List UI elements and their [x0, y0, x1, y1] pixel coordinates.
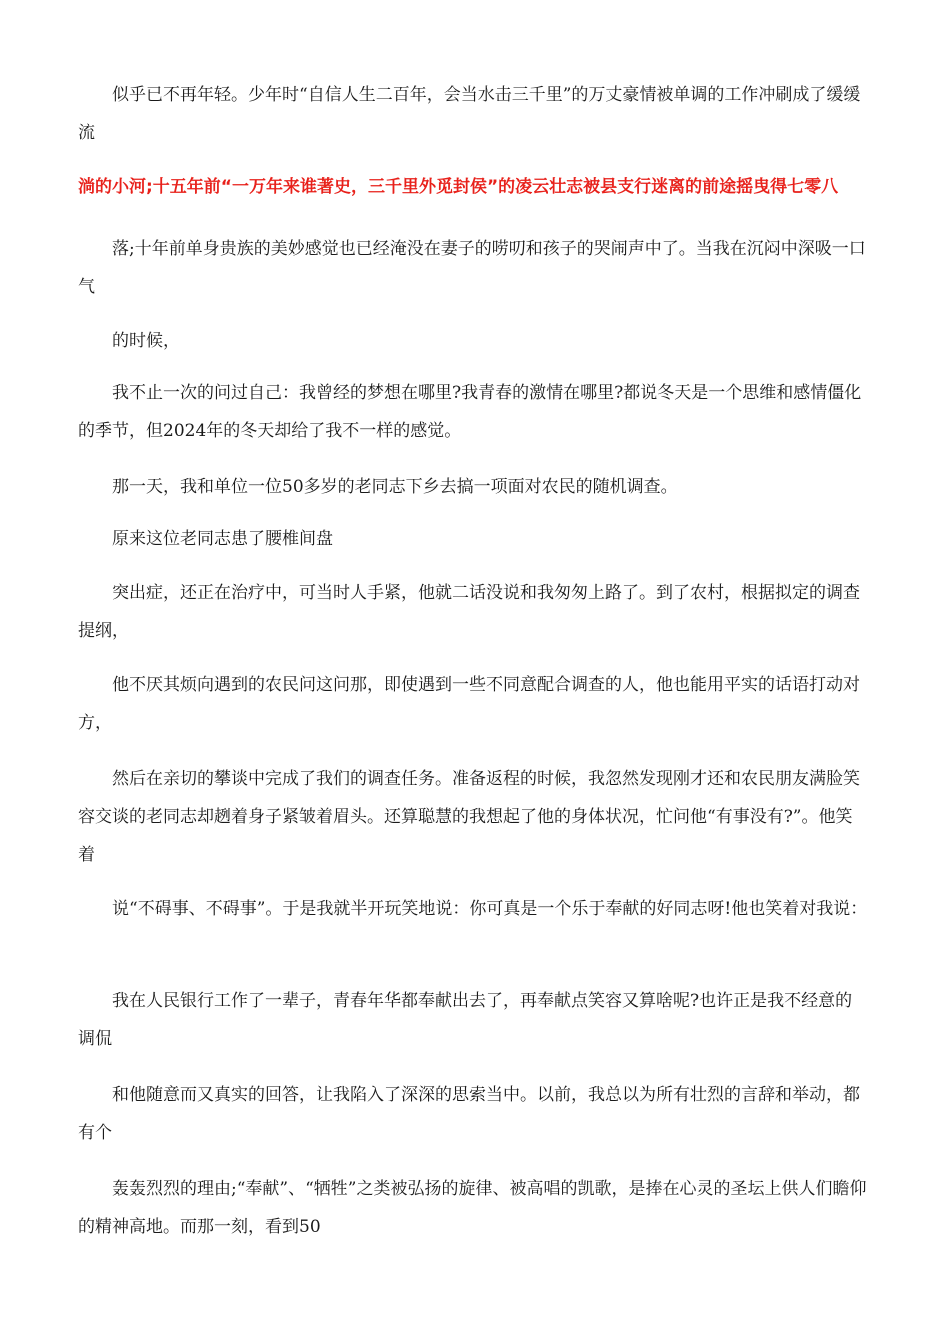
paragraph-5: 我不止一次的问过自己：我曾经的梦想在哪里?我青春的激情在哪里?都说冬天是一个思维和感情僵化的季节，但2024年的冬天却给了我不一样的感觉。: [78, 383, 862, 441]
paragraph-8: 突出症，还正在治疗中，可当时人手紧，他就二话没说和我匆匆上路了。到了农村，根据拟定的调查提纲，: [78, 583, 860, 641]
paragraph-4: 的时候，: [112, 331, 180, 351]
paragraph-9: 他不厌其烦向遇到的农民问这问那，即使遇到一些不同意配合调查的人，他也能用平实的话语打动对方，: [78, 675, 860, 733]
paragraph-1: 似乎已不再年轻。少年时“自信人生二百年，会当水击三千里”的万丈豪情被单调的工作冲刷成了缓缓流: [78, 85, 861, 143]
paragraph-13: 和他随意而又真实的回答，让我陷入了深深的思索当中。以前，我总以为所有壮烈的言辞和举动，都有个: [78, 1085, 860, 1143]
paragraph-11: 说“不碍事、不碍事”。于是我就半开玩笑地说：你可真是一个乐于奉献的好同志呀!他也笑着对我说：: [112, 899, 868, 919]
paragraph-6: 那一天，我和单位一位50多岁的老同志下乡去搞一项面对农民的随机调查。: [112, 477, 678, 497]
paragraph-14: 轰轰烈烈的理由;“奉献”、“牺牲”之类被弘扬的旋律、被高唱的凯歌，是捧在心灵的圣坛上供人们瞻仰的精神高地。而那一刻，看到50: [78, 1179, 867, 1237]
paragraph-3: 落;十年前单身贵族的美妙感觉也已经淹没在妻子的唠叨和孩子的哭闹声中了。当我在沉闷中深吸一口气: [78, 239, 866, 297]
paragraph-2-highlighted: 淌的小河;十五年前“一万年来谁著史，三千里外觅封侯”的凌云壮志被县支行迷离的前途摇曳得七零八: [78, 177, 839, 197]
paragraph-12: 我在人民银行工作了一辈子，青春年华都奉献出去了，再奉献点笑容又算啥呢?也许正是我不经意的调侃: [78, 991, 853, 1049]
paragraph-10: 然后在亲切的攀谈中完成了我们的调查任务。准备返程的时候，我忽然发现刚才还和农民朋友满脸笑容交谈的老同志却趔着身子紧皱着眉头。还算聪慧的我想起了他的身体状况，忙问他“有事没有?”。他笑着: [78, 769, 860, 865]
paragraph-7: 原来这位老同志患了腰椎间盘: [112, 529, 333, 549]
